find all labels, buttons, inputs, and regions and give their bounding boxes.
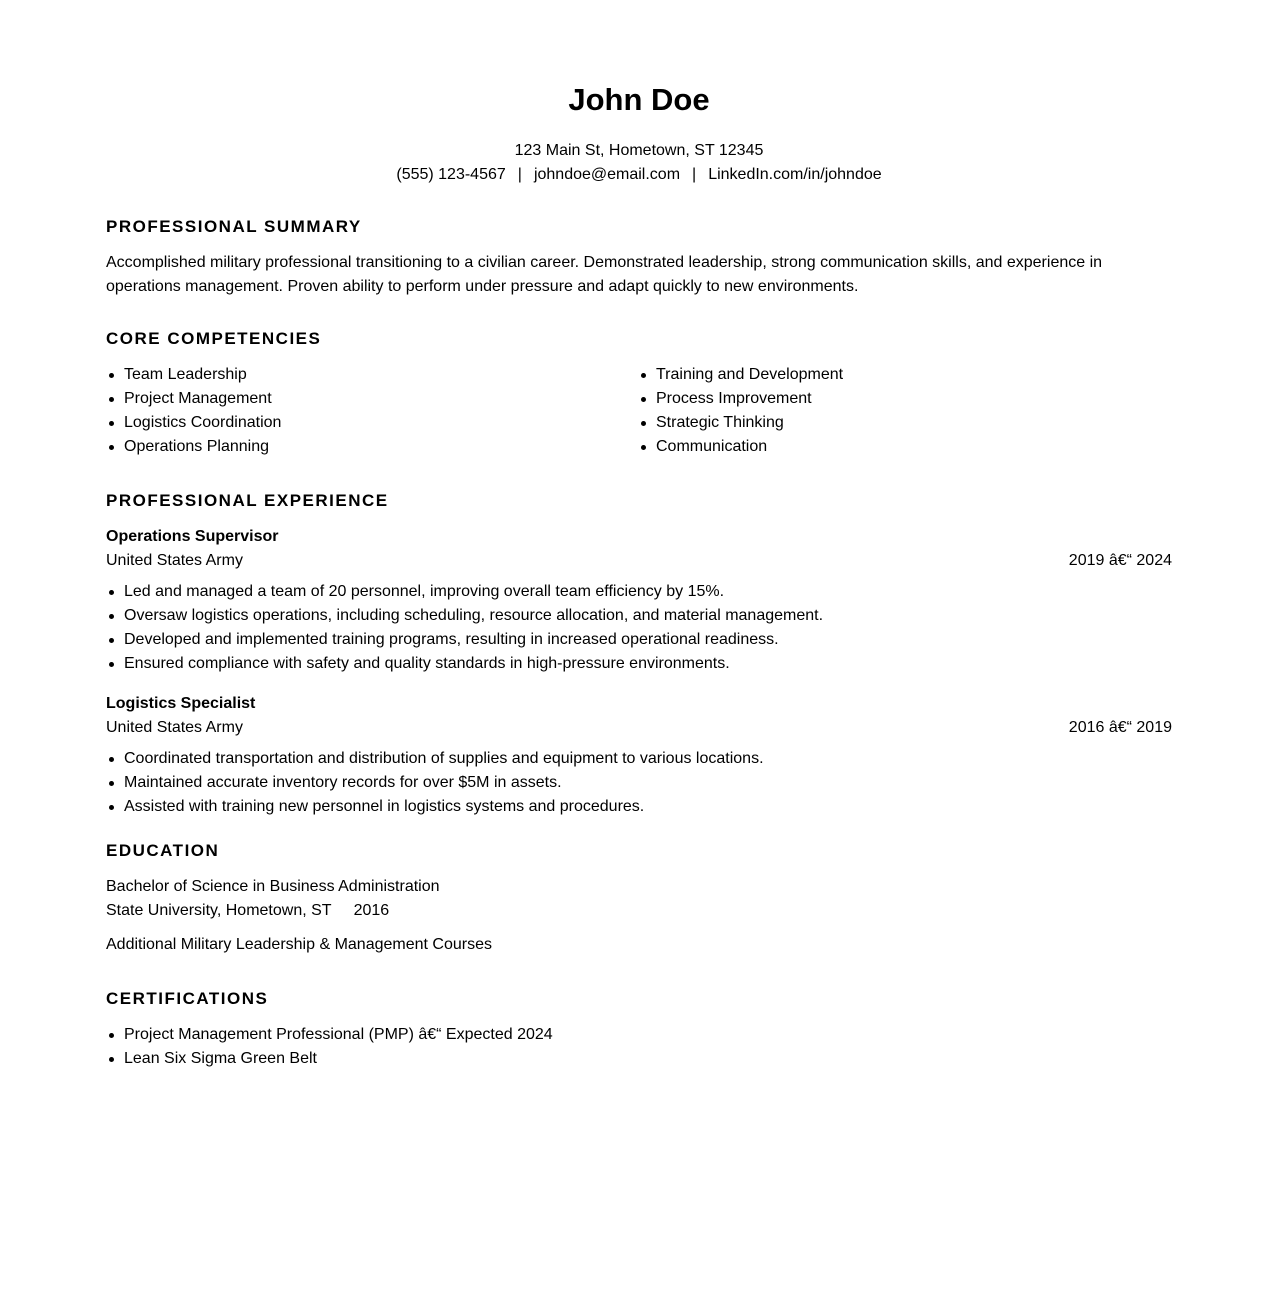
job-bullet: Oversaw logistics operations, including scheduling, resource allocation, and material management.: [106, 604, 1172, 628]
address: 123 Main St, Hometown, ST 12345: [514, 142, 764, 159]
job-meta: [106, 549, 1172, 573]
job-bullet: Ensured compliance with safety and quality standards in high-pressure environments.: [106, 652, 1172, 676]
section-core-competencies: [106, 327, 1172, 459]
job-bullet: Maintained accurate inventory records for over $5M in assets.: [106, 771, 1172, 795]
job-bullet: Coordinated transportation and distribution of supplies and equipment to various locations.: [106, 747, 1172, 771]
linkedin: LinkedIn.com/in/johndoe: [708, 166, 882, 183]
separator: |: [517, 166, 522, 183]
competency-item: Operations Planning: [106, 435, 638, 459]
section-title: CORE COMPETENCIES: [106, 329, 322, 348]
competency-item: Communication: [638, 435, 1170, 459]
job-organization: United States Army: [106, 552, 243, 569]
competency-item: Strategic Thinking: [638, 411, 1170, 435]
section-education: [106, 839, 1172, 957]
job-bullet: Led and managed a team of 20 personnel, improving overall team efficiency by 15%.: [106, 580, 1172, 604]
job-entry: [106, 692, 1172, 819]
competencies-left-column: [106, 363, 638, 459]
competency-item: Process Improvement: [638, 387, 1170, 411]
phone: (555) 123-4567: [396, 166, 506, 183]
email: johndoe@email.com: [533, 166, 681, 183]
summary-text: Accomplished military professional transitioning to a civilian career. Demonstrated leadership, strong communication skills, and experience in operations management. Proven ability to perform under pressure and adapt quickly to new environments.: [106, 254, 1103, 295]
education-year: 2016: [353, 902, 390, 919]
section-title: EDUCATION: [106, 841, 220, 860]
section-title: PROFESSIONAL EXPERIENCE: [106, 491, 389, 510]
job-bullets: [106, 747, 1172, 819]
job-title: Operations Supervisor: [106, 528, 279, 545]
resume-page: [106, 0, 1172, 1071]
competencies-grid: [106, 363, 1172, 459]
section-professional-experience: [106, 489, 1172, 819]
job-organization: United States Army: [106, 719, 243, 736]
competency-item: Team Leadership: [106, 363, 638, 387]
certification-list: [106, 1023, 1172, 1071]
resume-header: [106, 80, 1172, 187]
section-title: PROFESSIONAL SUMMARY: [106, 217, 362, 236]
section-title: CERTIFICATIONS: [106, 989, 269, 1008]
competency-item: Training and Development: [638, 363, 1170, 387]
education-school-line: [106, 899, 1172, 923]
competency-item: Logistics Coordination: [106, 411, 638, 435]
section-certifications: [106, 987, 1172, 1071]
job-dates: 2019 â€“ 2024: [1068, 552, 1172, 569]
competency-item: Project Management: [106, 387, 638, 411]
certification-item: Project Management Professional (PMP) â€“ Expected 2024: [106, 1023, 1172, 1047]
certification-item: Lean Six Sigma Green Belt: [106, 1047, 1172, 1071]
education-additional: Additional Military Leadership & Management Courses: [106, 936, 492, 953]
job-dates: 2016 â€“ 2019: [1068, 719, 1172, 736]
job-bullets: [106, 580, 1172, 676]
job-bullet: Developed and implemented training programs, resulting in increased operational readiness.: [106, 628, 1172, 652]
section-professional-summary: [106, 215, 1172, 299]
job-title: Logistics Specialist: [106, 695, 256, 712]
job-entry: [106, 525, 1172, 676]
competencies-right-column: [638, 363, 1170, 459]
separator: |: [692, 166, 697, 183]
candidate-name: John Doe: [568, 82, 710, 117]
education-degree: Bachelor of Science in Business Administration: [106, 878, 440, 895]
contact-line: [106, 163, 1172, 187]
job-meta: [106, 716, 1172, 740]
education-school: State University, Hometown, ST: [106, 902, 332, 919]
job-bullet: Assisted with training new personnel in logistics systems and procedures.: [106, 795, 1172, 819]
